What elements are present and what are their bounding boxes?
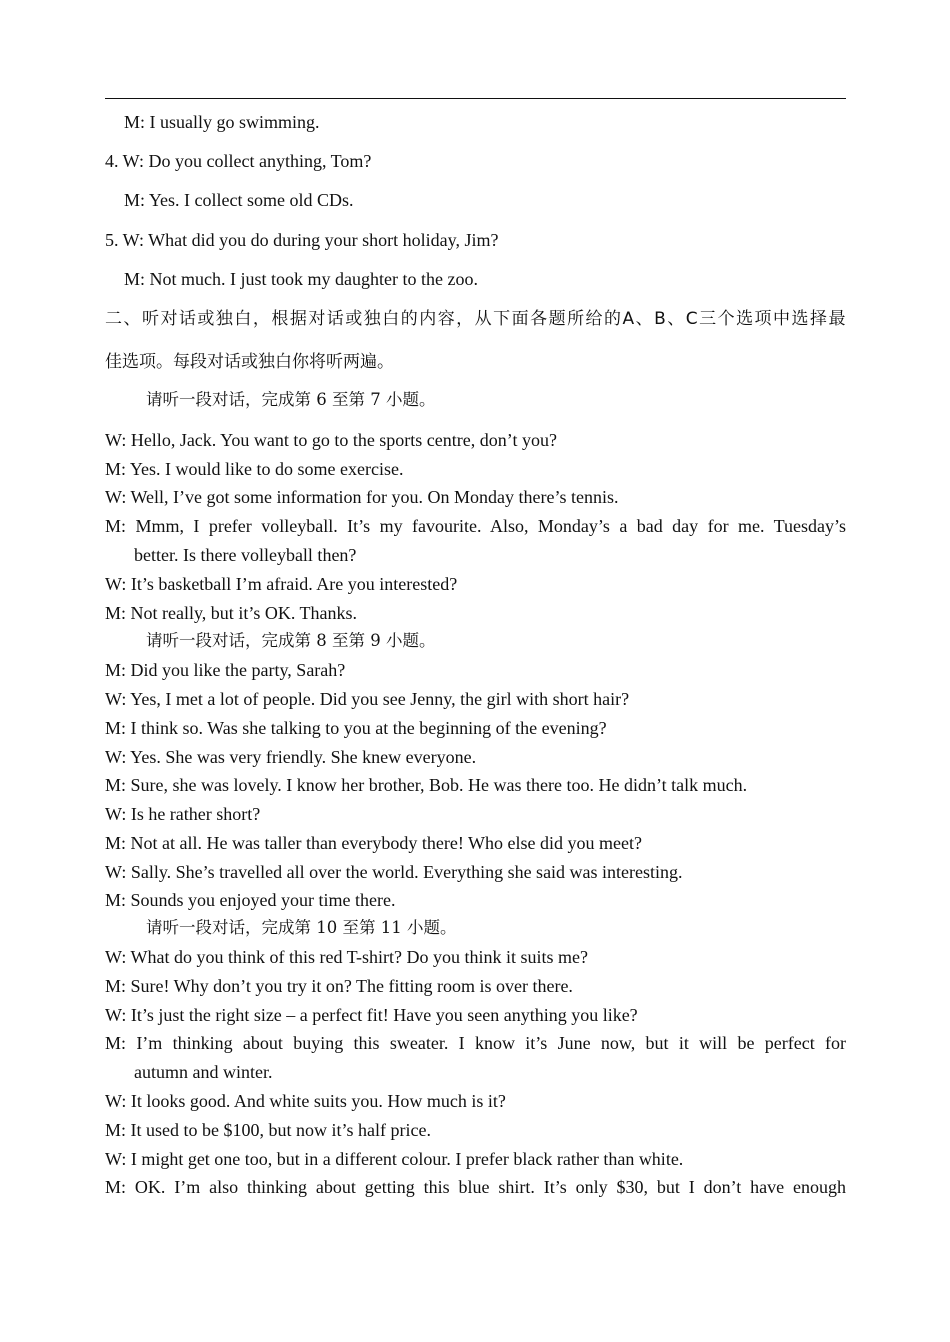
dialogue-line: M: Sounds you enjoyed your time there. <box>105 890 396 910</box>
dialogue-line: M: Sure, she was lovely. I know her brother, Bob. He was there too. He didn’t talk much. <box>105 775 748 795</box>
dialogue-line: W: It’s just the right size – a perfect fit! Have you seen anything you like? <box>105 1005 638 1025</box>
dialogue-line: W: What do you think of this red T-shirt? Do you think it suits me? <box>105 947 588 967</box>
dialogue-line: M: Not much. I just took my daughter to the zoo. <box>124 269 478 289</box>
dialogue-line: M: Yes. I collect some old CDs. <box>124 190 354 210</box>
dialogue-line: 4. W: Do you collect anything, Tom? <box>105 151 372 171</box>
dialogue-line: W: Sally. She’s travelled all over the world. Everything she said was interesting. <box>105 862 683 882</box>
dialogue-line: M: Not really, but it’s OK. Thanks. <box>105 603 357 623</box>
section-heading: 二、听对话或独白，根据对话或独白的内容，从下面各题所给的A、B、C三个选项中选择最 <box>105 309 846 329</box>
dialogue-line: M: Yes. I would like to do some exercise. <box>105 459 404 479</box>
dialogue-line-continued: better. Is there volleyball then? <box>134 545 357 565</box>
dialogue-line: M: Did you like the party, Sarah? <box>105 660 346 680</box>
dialogue-line: W: It looks good. And white suits you. How much is it? <box>105 1091 506 1111</box>
dialogue-line: W: It’s basketball I’m afraid. Are you interested? <box>105 574 458 594</box>
dialogue-line: M: It used to be $100, but now it’s half price. <box>105 1120 431 1140</box>
dialogue-line: M: I think so. Was she talking to you at the beginning of the evening? <box>105 718 607 738</box>
dialogue-line: M: Sure! Why don’t you try it on? The fitting room is over there. <box>105 976 573 996</box>
dialogue-line: W: Yes. She was very friendly. She knew everyone. <box>105 747 477 767</box>
section-heading-continued: 佳选项。每段对话或独白你将听两遍。 <box>105 352 394 372</box>
dialogue-line: W: I might get one too, but in a different colour. I prefer black rather than white. <box>105 1149 684 1169</box>
instruction-line: 请听一段对话，完成第 10 至第 11 小题。 <box>146 918 457 937</box>
dialogue-line: 5. W: What did you do during your short holiday, Jim? <box>105 230 499 250</box>
dialogue-line: M: OK. I’m also thinking about getting this blue shirt. It’s only $30, but I don’t have enough <box>105 1177 846 1197</box>
dialogue-line: W: Hello, Jack. You want to go to the sports centre, don’t you? <box>105 430 557 450</box>
dialogue-line: M: I usually go swimming. <box>124 112 320 132</box>
header-rule <box>105 98 846 99</box>
instruction-line: 请听一段对话，完成第 8 至第 9 小题。 <box>146 631 436 650</box>
dialogue-line: W: Well, I’ve got some information for you. On Monday there’s tennis. <box>105 487 619 507</box>
dialogue-line: W: Is he rather short? <box>105 804 261 824</box>
dialogue-line-continued: autumn and winter. <box>134 1062 273 1082</box>
dialogue-line: M: Not at all. He was taller than everybody there! Who else did you meet? <box>105 833 642 853</box>
dialogue-line: M: I’m thinking about buying this sweater. I know it’s June now, but it will be perfect for <box>105 1033 846 1053</box>
instruction-line: 请听一段对话，完成第 6 至第 7 小题。 <box>146 390 436 409</box>
dialogue-line: M: Mmm, I prefer volleyball. It’s my favourite. Also, Monday’s a bad day for me. Tuesday’s <box>105 516 846 536</box>
dialogue-line: W: Yes, I met a lot of people. Did you see Jenny, the girl with short hair? <box>105 689 630 709</box>
